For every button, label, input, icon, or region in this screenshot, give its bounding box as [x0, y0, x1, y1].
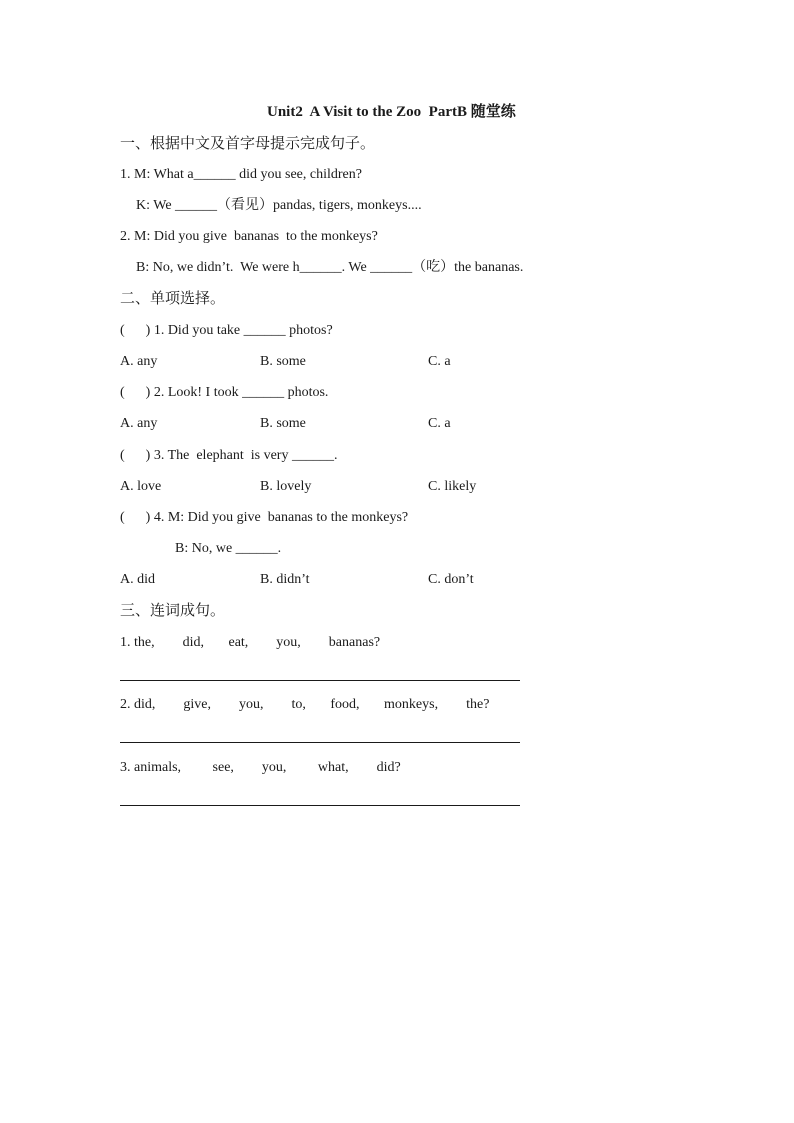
mc-q3-option-b: B. lovely: [260, 479, 312, 494]
reorder-item-1: 1. the, did, eat, you, bananas?: [120, 635, 381, 650]
mc-question-3: ( ) 3. The elephant is very ______.: [120, 448, 338, 463]
s1-q2-line1: 2. M: Did you give bananas to the monkeys?: [120, 229, 378, 244]
mc-q1-option-a: A. any: [120, 354, 158, 369]
mc-q2-option-a: A. any: [120, 416, 158, 431]
mc-q1-option-b: B. some: [260, 354, 306, 369]
mc-q3-option-a: A. love: [120, 479, 162, 494]
answer-line-3: [120, 805, 520, 806]
mc-q1-option-c: C. a: [428, 354, 451, 369]
mc-q4-option-b: B. didn’t: [260, 572, 310, 587]
mc-q4-option-a: A. did: [120, 572, 155, 587]
s1-q1-line1: 1. M: What a______ did you see, children?: [120, 167, 362, 182]
mc-question-4: ( ) 4. M: Did you give bananas to the monkeys?: [120, 510, 409, 525]
page-title: Unit2 A Visit to the Zoo PartB 随堂练: [267, 104, 516, 120]
mc-question-2: ( ) 2. Look! I took ______ photos.: [120, 385, 329, 400]
mc-question-4-line2: B: No, we ______.: [175, 541, 282, 556]
mc-q2-option-b: B. some: [260, 416, 306, 431]
reorder-item-3: 3. animals, see, you, what, did?: [120, 760, 401, 775]
mc-q3-option-c: C. likely: [428, 479, 477, 494]
s1-q1-line2: K: We ______（看见）pandas, tigers, monkeys....: [136, 198, 422, 213]
mc-q4-option-c: C. don’t: [428, 572, 474, 587]
mc-question-1: ( ) 1. Did you take ______ photos?: [120, 323, 333, 338]
answer-line-1: [120, 680, 520, 681]
reorder-item-2: 2. did, give, you, to, food, monkeys, the?: [120, 697, 490, 712]
section2-heading: 二、单项选择。: [120, 291, 226, 307]
mc-q2-option-c: C. a: [428, 416, 451, 431]
answer-line-2: [120, 742, 520, 743]
section3-heading: 三、连词成句。: [120, 603, 226, 619]
section1-heading: 一、根据中文及首字母提示完成句子。: [120, 136, 376, 152]
s1-q2-line2: B: No, we didn’t. We were h______. We ______（吃）the bananas.: [136, 260, 524, 275]
